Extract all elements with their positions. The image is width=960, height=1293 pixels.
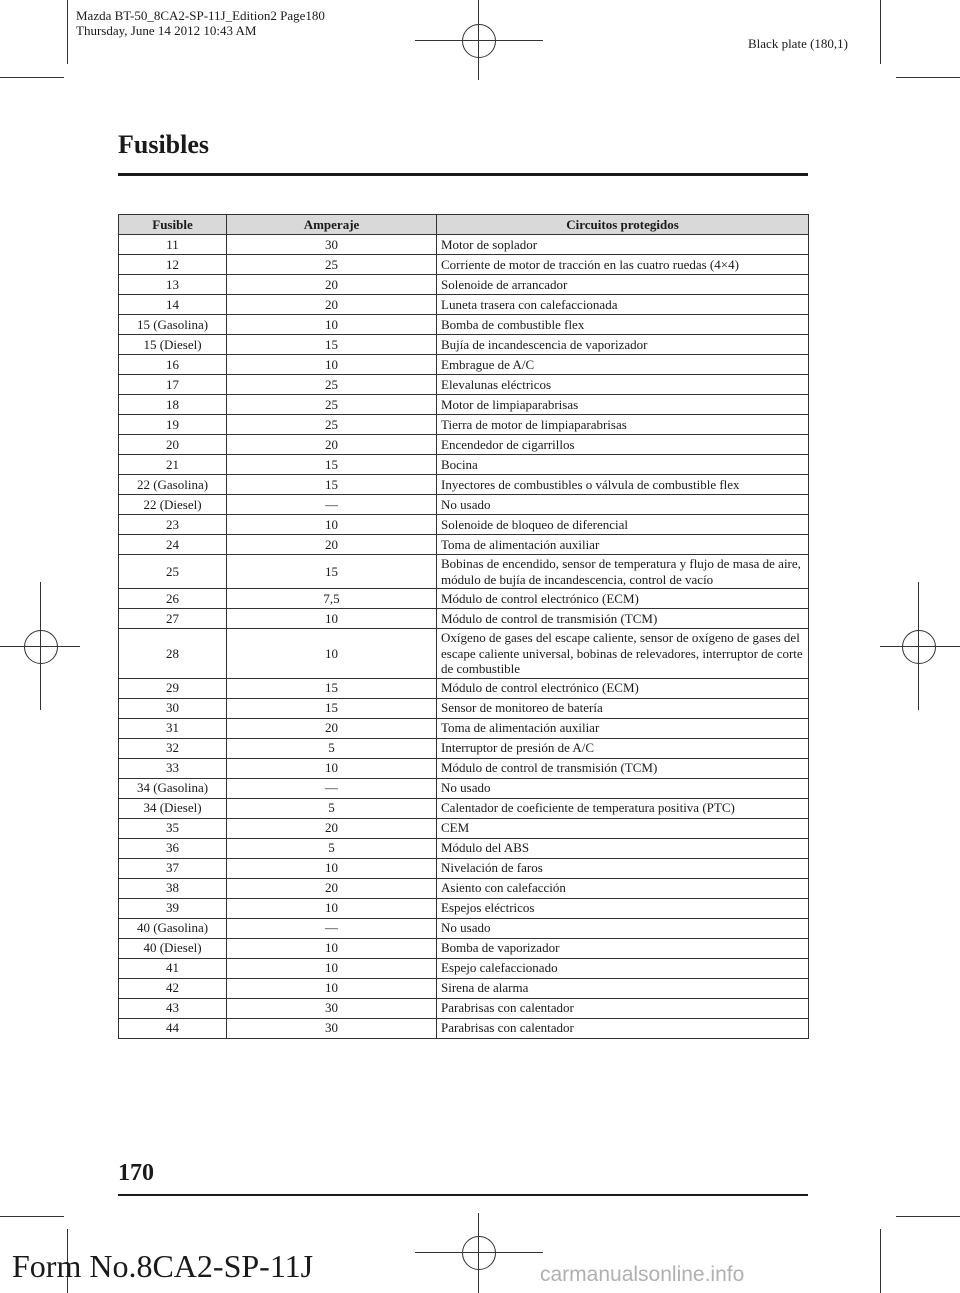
fuse-number-cell: 23 — [119, 515, 227, 535]
circuit-cell: Tierra de motor de limpiaparabrisas — [437, 415, 809, 435]
circuit-cell: Elevalunas eléctricos — [437, 375, 809, 395]
table-row — [119, 958, 809, 978]
table-row — [119, 275, 809, 295]
amperage-cell: 20 — [227, 718, 437, 738]
header-fusible: Fusible — [119, 215, 227, 235]
fuse-number-cell: 41 — [119, 958, 227, 978]
table-row — [119, 515, 809, 535]
fuse-number-cell: 12 — [119, 255, 227, 275]
fuse-number-cell: 36 — [119, 838, 227, 858]
fuse-number-cell: 35 — [119, 818, 227, 838]
table-row — [119, 1018, 809, 1038]
fuse-number-cell: 18 — [119, 395, 227, 415]
header-amperaje: Amperaje — [227, 215, 437, 235]
fuse-number-cell: 24 — [119, 535, 227, 555]
table-row — [119, 818, 809, 838]
fuse-number-cell: 14 — [119, 295, 227, 315]
amperage-cell: 30 — [227, 1018, 437, 1038]
registration-mark-right — [902, 630, 936, 664]
amperage-cell: 10 — [227, 315, 437, 335]
circuit-cell: Espejo calefaccionado — [437, 958, 809, 978]
table-header-row — [119, 215, 809, 235]
circuit-cell: Módulo del ABS — [437, 838, 809, 858]
table-row — [119, 938, 809, 958]
amperage-cell: 7,5 — [227, 589, 437, 609]
circuit-cell: Sensor de monitoreo de batería — [437, 698, 809, 718]
fuse-number-cell: 13 — [119, 275, 227, 295]
amperage-cell: 10 — [227, 629, 437, 679]
fuse-number-cell: 15 (Gasolina) — [119, 315, 227, 335]
table-row — [119, 738, 809, 758]
amperage-cell: 15 — [227, 698, 437, 718]
fuse-number-cell: 43 — [119, 998, 227, 1018]
table-row — [119, 798, 809, 818]
amperage-cell: 25 — [227, 415, 437, 435]
circuit-cell: Módulo de control de transmisión (TCM) — [437, 758, 809, 778]
fuse-number-cell: 34 (Gasolina) — [119, 778, 227, 798]
table-row — [119, 978, 809, 998]
print-header-line2: Thursday, June 14 2012 10:43 AM — [76, 23, 257, 38]
circuit-cell: Solenoide de bloqueo de diferencial — [437, 515, 809, 535]
amperage-cell: 30 — [227, 998, 437, 1018]
fuse-number-cell: 28 — [119, 629, 227, 679]
circuit-cell: Nivelación de faros — [437, 858, 809, 878]
amperage-cell: 10 — [227, 355, 437, 375]
circuit-cell: Embrague de A/C — [437, 355, 809, 375]
fuse-number-cell: 17 — [119, 375, 227, 395]
table-row — [119, 355, 809, 375]
fuse-number-cell: 26 — [119, 589, 227, 609]
table-row — [119, 495, 809, 515]
circuit-cell: Bocina — [437, 455, 809, 475]
registration-mark-left — [24, 630, 58, 664]
circuit-cell: CEM — [437, 818, 809, 838]
fuse-number-cell: 31 — [119, 718, 227, 738]
amperage-cell: ― — [227, 778, 437, 798]
fuse-number-cell: 40 (Gasolina) — [119, 918, 227, 938]
header-circuitos: Circuitos protegidos — [437, 215, 809, 235]
amperage-cell: 20 — [227, 435, 437, 455]
circuit-cell: Motor de soplador — [437, 235, 809, 255]
table-row — [119, 475, 809, 495]
circuit-cell: Módulo de control electrónico (ECM) — [437, 589, 809, 609]
circuit-cell: Motor de limpiaparabrisas — [437, 395, 809, 415]
amperage-cell: 20 — [227, 535, 437, 555]
circuit-cell: Oxígeno de gases del escape caliente, sensor de oxígeno de gases del escape caliente universal, bobinas de relevadores, interruptor de corte de combustible — [437, 629, 809, 679]
fuse-number-cell: 33 — [119, 758, 227, 778]
table-row — [119, 609, 809, 629]
page-number-rule — [118, 1194, 808, 1196]
amperage-cell: 30 — [227, 235, 437, 255]
table-row — [119, 678, 809, 698]
amperage-cell: 20 — [227, 878, 437, 898]
circuit-cell: Sirena de alarma — [437, 978, 809, 998]
registration-mark-bottom — [462, 1236, 496, 1270]
table-row — [119, 898, 809, 918]
amperage-cell: 10 — [227, 758, 437, 778]
table-row — [119, 255, 809, 275]
amperage-cell: 5 — [227, 838, 437, 858]
amperage-cell: 15 — [227, 335, 437, 355]
fuse-number-cell: 40 (Diesel) — [119, 938, 227, 958]
registration-mark-top — [462, 24, 496, 58]
circuit-cell: Módulo de control electrónico (ECM) — [437, 678, 809, 698]
fuse-number-cell: 27 — [119, 609, 227, 629]
table-row — [119, 375, 809, 395]
amperage-cell: 25 — [227, 375, 437, 395]
table-row — [119, 758, 809, 778]
amperage-cell: 15 — [227, 678, 437, 698]
table-row — [119, 535, 809, 555]
fuse-number-cell: 22 (Gasolina) — [119, 475, 227, 495]
table-row — [119, 918, 809, 938]
circuit-cell: Parabrisas con calentador — [437, 1018, 809, 1038]
fuse-number-cell: 32 — [119, 738, 227, 758]
circuit-cell: No usado — [437, 495, 809, 515]
fuse-number-cell: 38 — [119, 878, 227, 898]
table-row — [119, 998, 809, 1018]
table-row — [119, 335, 809, 355]
circuit-cell: Bobinas de encendido, sensor de temperatura y flujo de masa de aire, módulo de bujía de incandescencia, control de vacío — [437, 555, 809, 589]
amperage-cell: 15 — [227, 475, 437, 495]
fuse-number-cell: 42 — [119, 978, 227, 998]
amperage-cell: 10 — [227, 938, 437, 958]
fuse-number-cell: 39 — [119, 898, 227, 918]
table-row — [119, 295, 809, 315]
fuse-number-cell: 29 — [119, 678, 227, 698]
circuit-cell: Toma de alimentación auxiliar — [437, 718, 809, 738]
page-number: 170 — [118, 1160, 154, 1186]
table-row — [119, 455, 809, 475]
circuit-cell: Solenoide de arrancador — [437, 275, 809, 295]
table-row — [119, 698, 809, 718]
table-row — [119, 315, 809, 335]
circuit-cell: Inyectores de combustibles o válvula de combustible flex — [437, 475, 809, 495]
circuit-cell: Calentador de coeficiente de temperatura positiva (PTC) — [437, 798, 809, 818]
circuit-cell: Parabrisas con calentador — [437, 998, 809, 1018]
table-row — [119, 395, 809, 415]
amperage-cell: 25 — [227, 255, 437, 275]
amperage-cell: 25 — [227, 395, 437, 415]
amperage-cell: 10 — [227, 609, 437, 629]
circuit-cell: Módulo de control de transmisión (TCM) — [437, 609, 809, 629]
table-row — [119, 555, 809, 589]
fuse-table-body — [119, 235, 809, 1039]
watermark: carmanualsonline.info — [540, 1263, 745, 1286]
circuit-cell: Interruptor de presión de A/C — [437, 738, 809, 758]
print-header-line1: Mazda BT-50_8CA2-SP-11J_Edition2 Page180 — [76, 8, 325, 23]
amperage-cell: 15 — [227, 455, 437, 475]
table-row — [119, 718, 809, 738]
section-title: Fusibles — [118, 130, 210, 159]
table-row — [119, 235, 809, 255]
form-number: Form No.8CA2-SP-11J — [12, 1248, 314, 1284]
amperage-cell: 10 — [227, 858, 437, 878]
circuit-cell: Luneta trasera con calefaccionada — [437, 295, 809, 315]
circuit-cell: Toma de alimentación auxiliar — [437, 535, 809, 555]
circuit-cell: Asiento con calefacción — [437, 878, 809, 898]
fuse-number-cell: 16 — [119, 355, 227, 375]
table-row — [119, 878, 809, 898]
circuit-cell: No usado — [437, 918, 809, 938]
fuse-number-cell: 37 — [119, 858, 227, 878]
amperage-cell: ― — [227, 918, 437, 938]
amperage-cell: 10 — [227, 515, 437, 535]
table-row — [119, 838, 809, 858]
print-header-plate: Black plate (180,1) — [748, 36, 848, 51]
amperage-cell: 10 — [227, 958, 437, 978]
fuse-number-cell: 15 (Diesel) — [119, 335, 227, 355]
fuse-number-cell: 30 — [119, 698, 227, 718]
circuit-cell: Bomba de combustible flex — [437, 315, 809, 335]
fuse-number-cell: 44 — [119, 1018, 227, 1038]
table-row — [119, 415, 809, 435]
table-row — [119, 858, 809, 878]
fuse-number-cell: 20 — [119, 435, 227, 455]
fuse-number-cell: 19 — [119, 415, 227, 435]
amperage-cell: 10 — [227, 898, 437, 918]
circuit-cell: No usado — [437, 778, 809, 798]
fuse-number-cell: 25 — [119, 555, 227, 589]
circuit-cell: Encendedor de cigarrillos — [437, 435, 809, 455]
amperage-cell: ― — [227, 495, 437, 515]
amperage-cell: 10 — [227, 978, 437, 998]
amperage-cell: 15 — [227, 555, 437, 589]
fuse-number-cell: 22 (Diesel) — [119, 495, 227, 515]
fuse-number-cell: 11 — [119, 235, 227, 255]
table-row — [119, 589, 809, 609]
amperage-cell: 20 — [227, 275, 437, 295]
circuit-cell: Bujía de incandescencia de vaporizador — [437, 335, 809, 355]
fuse-table — [118, 214, 809, 1039]
fuse-number-cell: 21 — [119, 455, 227, 475]
amperage-cell: 20 — [227, 818, 437, 838]
amperage-cell: 5 — [227, 798, 437, 818]
circuit-cell: Espejos eléctricos — [437, 898, 809, 918]
title-rule — [118, 173, 808, 176]
table-row — [119, 435, 809, 455]
circuit-cell: Bomba de vaporizador — [437, 938, 809, 958]
amperage-cell: 5 — [227, 738, 437, 758]
table-row — [119, 629, 809, 679]
amperage-cell: 20 — [227, 295, 437, 315]
table-row — [119, 778, 809, 798]
circuit-cell: Corriente de motor de tracción en las cuatro ruedas (4×4) — [437, 255, 809, 275]
fuse-number-cell: 34 (Diesel) — [119, 798, 227, 818]
